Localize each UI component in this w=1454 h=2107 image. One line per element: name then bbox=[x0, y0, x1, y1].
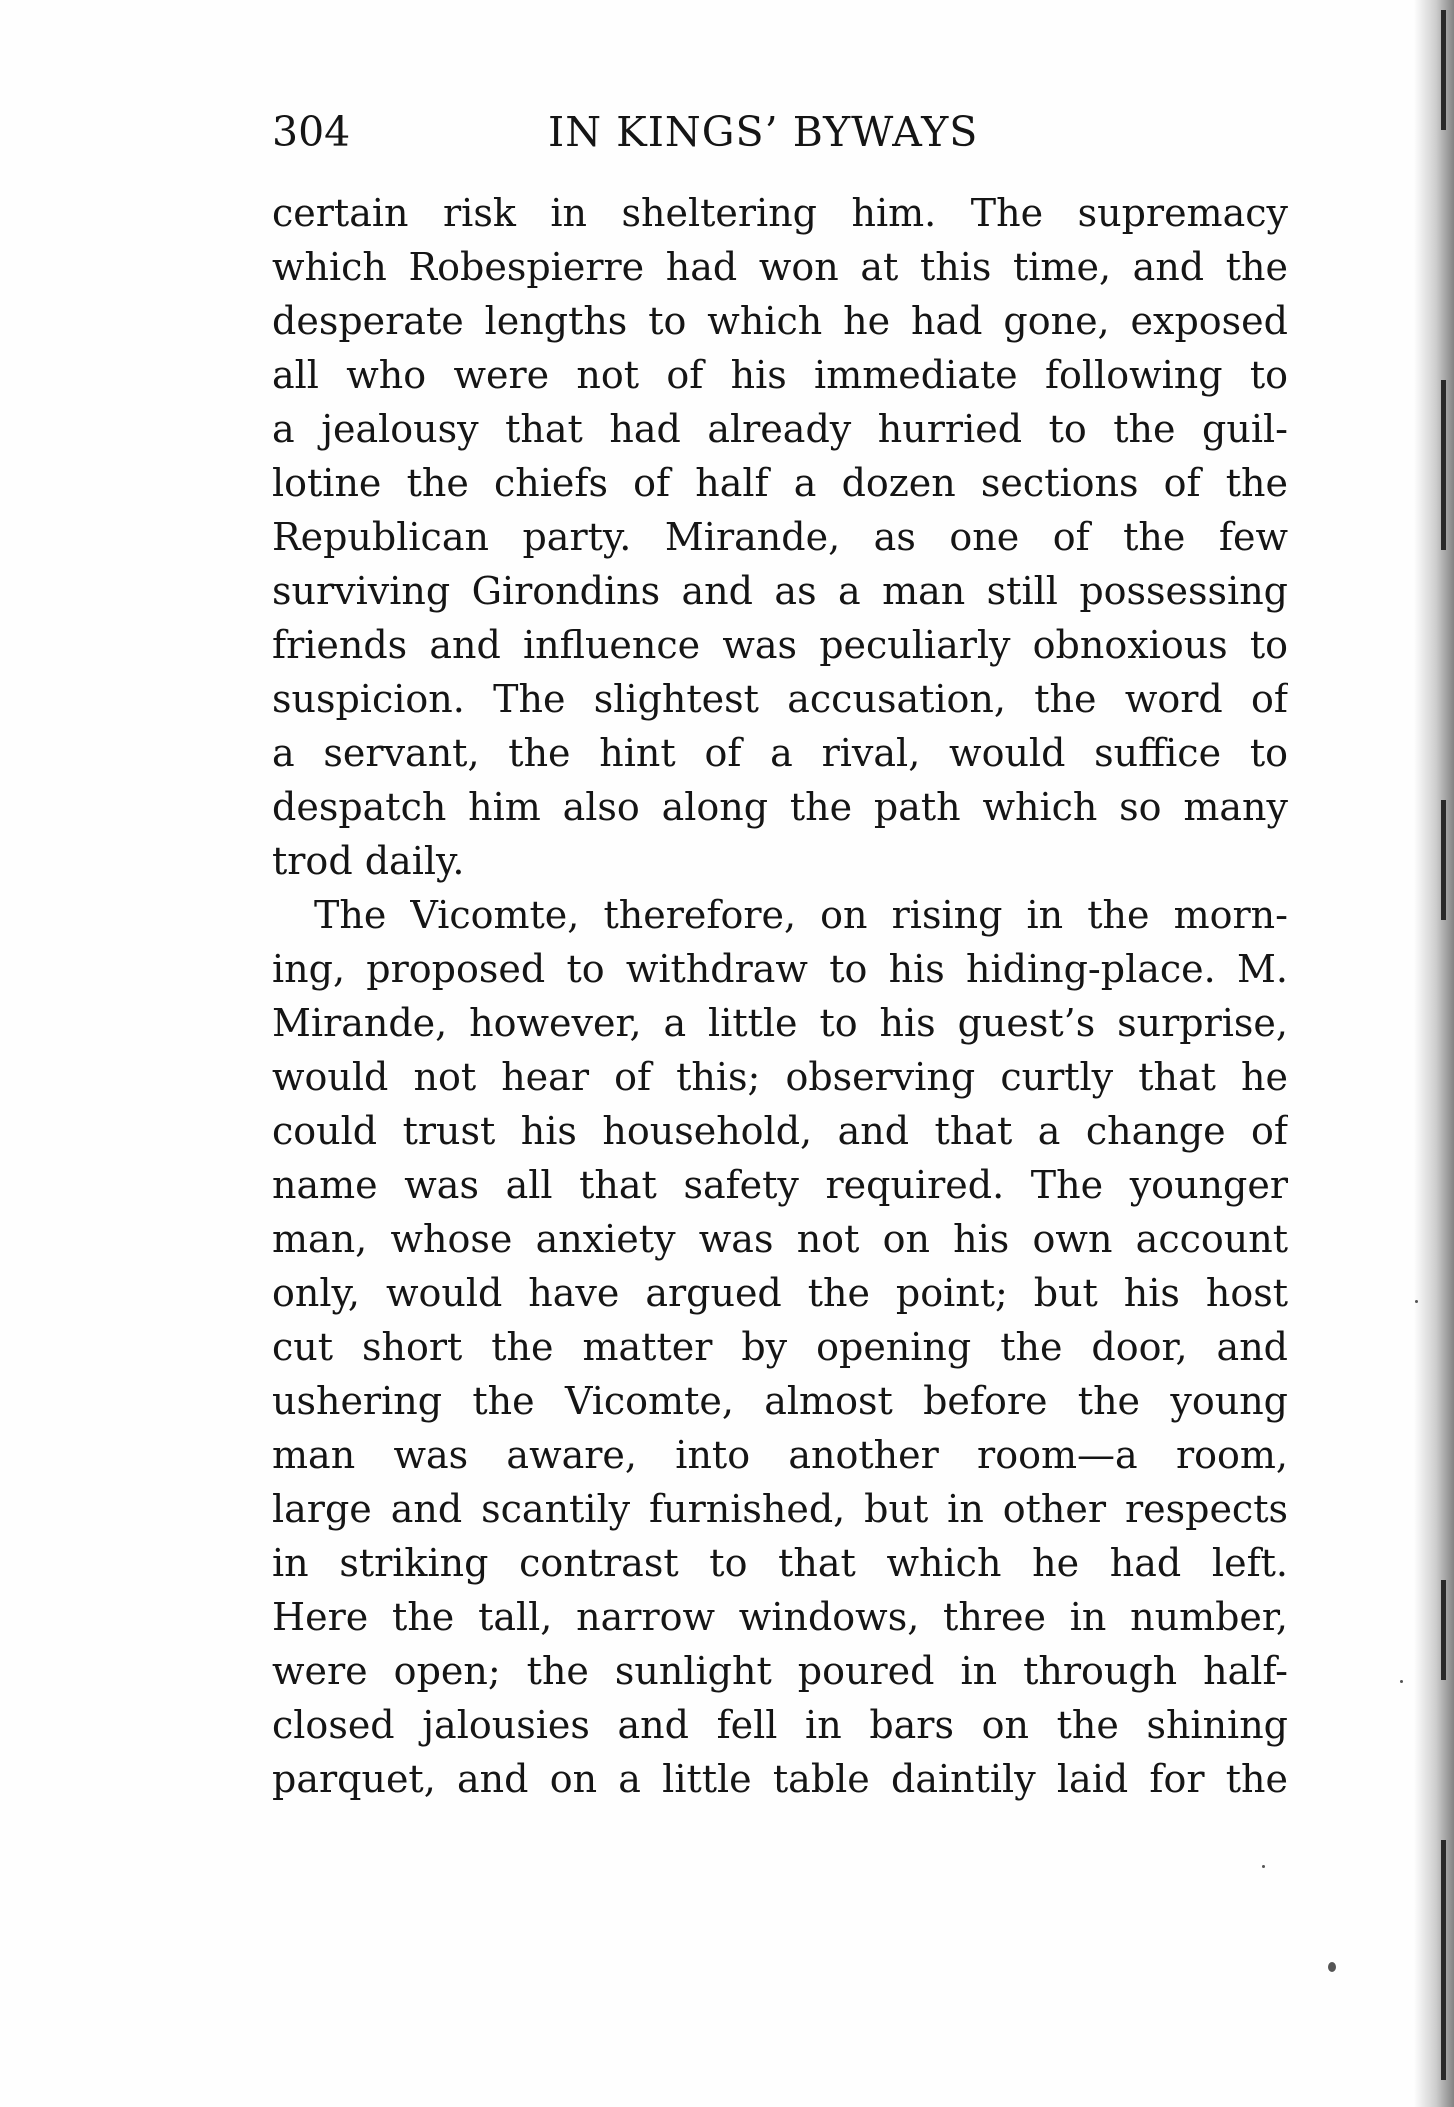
text-line: Mirande, however, a little to his guest’s surprise, bbox=[272, 1001, 1288, 1045]
text-line: parquet, and on a little table daintily laid for the bbox=[272, 1757, 1288, 1801]
text-line: The Vicomte, therefore, on rising in the morn- bbox=[314, 893, 1288, 937]
page-edge-shadow bbox=[1414, 0, 1454, 2107]
paper-speck bbox=[1262, 1865, 1265, 1868]
text-line: man was aware, into another room—a room, bbox=[272, 1433, 1288, 1477]
text-line: only, would have argued the point; but his host bbox=[272, 1271, 1288, 1315]
text-line: Here the tall, narrow windows, three in number, bbox=[272, 1595, 1288, 1639]
text-line: trod daily. bbox=[272, 839, 465, 883]
text-line: surviving Girondins and as a man still possessing bbox=[272, 569, 1288, 613]
text-line: a servant, the hint of a rival, would suffice to bbox=[272, 731, 1288, 775]
text-line: name was all that safety required. The younger bbox=[272, 1163, 1288, 1207]
text-line: would not hear of this; observing curtly that he bbox=[272, 1055, 1288, 1099]
paper-speck bbox=[1400, 1680, 1403, 1683]
paper-speck bbox=[1328, 1962, 1336, 1972]
page-edge-mark bbox=[1441, 380, 1446, 550]
text-line: in striking contrast to that which he had left. bbox=[272, 1541, 1288, 1585]
page-edge-mark bbox=[1441, 1840, 1446, 2080]
text-line: lotine the chiefs of half a dozen sections of the bbox=[272, 461, 1288, 505]
page-edge-mark bbox=[1441, 10, 1446, 130]
text-line: closed jalousies and fell in bars on the shining bbox=[272, 1703, 1288, 1747]
text-line: desperate lengths to which he had gone, exposed bbox=[272, 299, 1288, 343]
text-line: ing, proposed to withdraw to his hiding-place. M. bbox=[272, 947, 1288, 991]
page-edge-mark bbox=[1441, 1580, 1446, 1680]
page-header bbox=[272, 104, 1288, 160]
text-line: all who were not of his immediate following to bbox=[272, 353, 1288, 397]
page-edge-mark bbox=[1441, 800, 1446, 920]
text-line: which Robespierre had won at this time, and the bbox=[272, 245, 1288, 289]
text-line: certain risk in sheltering him. The supremacy bbox=[272, 191, 1288, 235]
text-line: despatch him also along the path which so many bbox=[272, 785, 1288, 829]
text-line: Republican party. Mirande, as one of the few bbox=[272, 515, 1288, 559]
body-text bbox=[272, 186, 1288, 1806]
text-line: were open; the sunlight poured in through half- bbox=[272, 1649, 1288, 1693]
page-number: 304 bbox=[272, 108, 351, 156]
text-line: a jealousy that had already hurried to the guil- bbox=[272, 407, 1288, 451]
text-line: suspicion. The slightest accusation, the word of bbox=[272, 677, 1288, 721]
text-line: cut short the matter by opening the door, and bbox=[272, 1325, 1288, 1369]
text-line: could trust his household, and that a change of bbox=[272, 1109, 1288, 1153]
text-line: ushering the Vicomte, almost before the young bbox=[272, 1379, 1288, 1423]
running-title: IN KINGS’ BYWAYS bbox=[548, 108, 979, 156]
paper-speck bbox=[1415, 1300, 1418, 1303]
text-line: large and scantily furnished, but in other respects bbox=[272, 1487, 1288, 1531]
text-line: man, whose anxiety was not on his own account bbox=[272, 1217, 1288, 1261]
text-line: friends and influence was peculiarly obnoxious to bbox=[272, 623, 1288, 667]
